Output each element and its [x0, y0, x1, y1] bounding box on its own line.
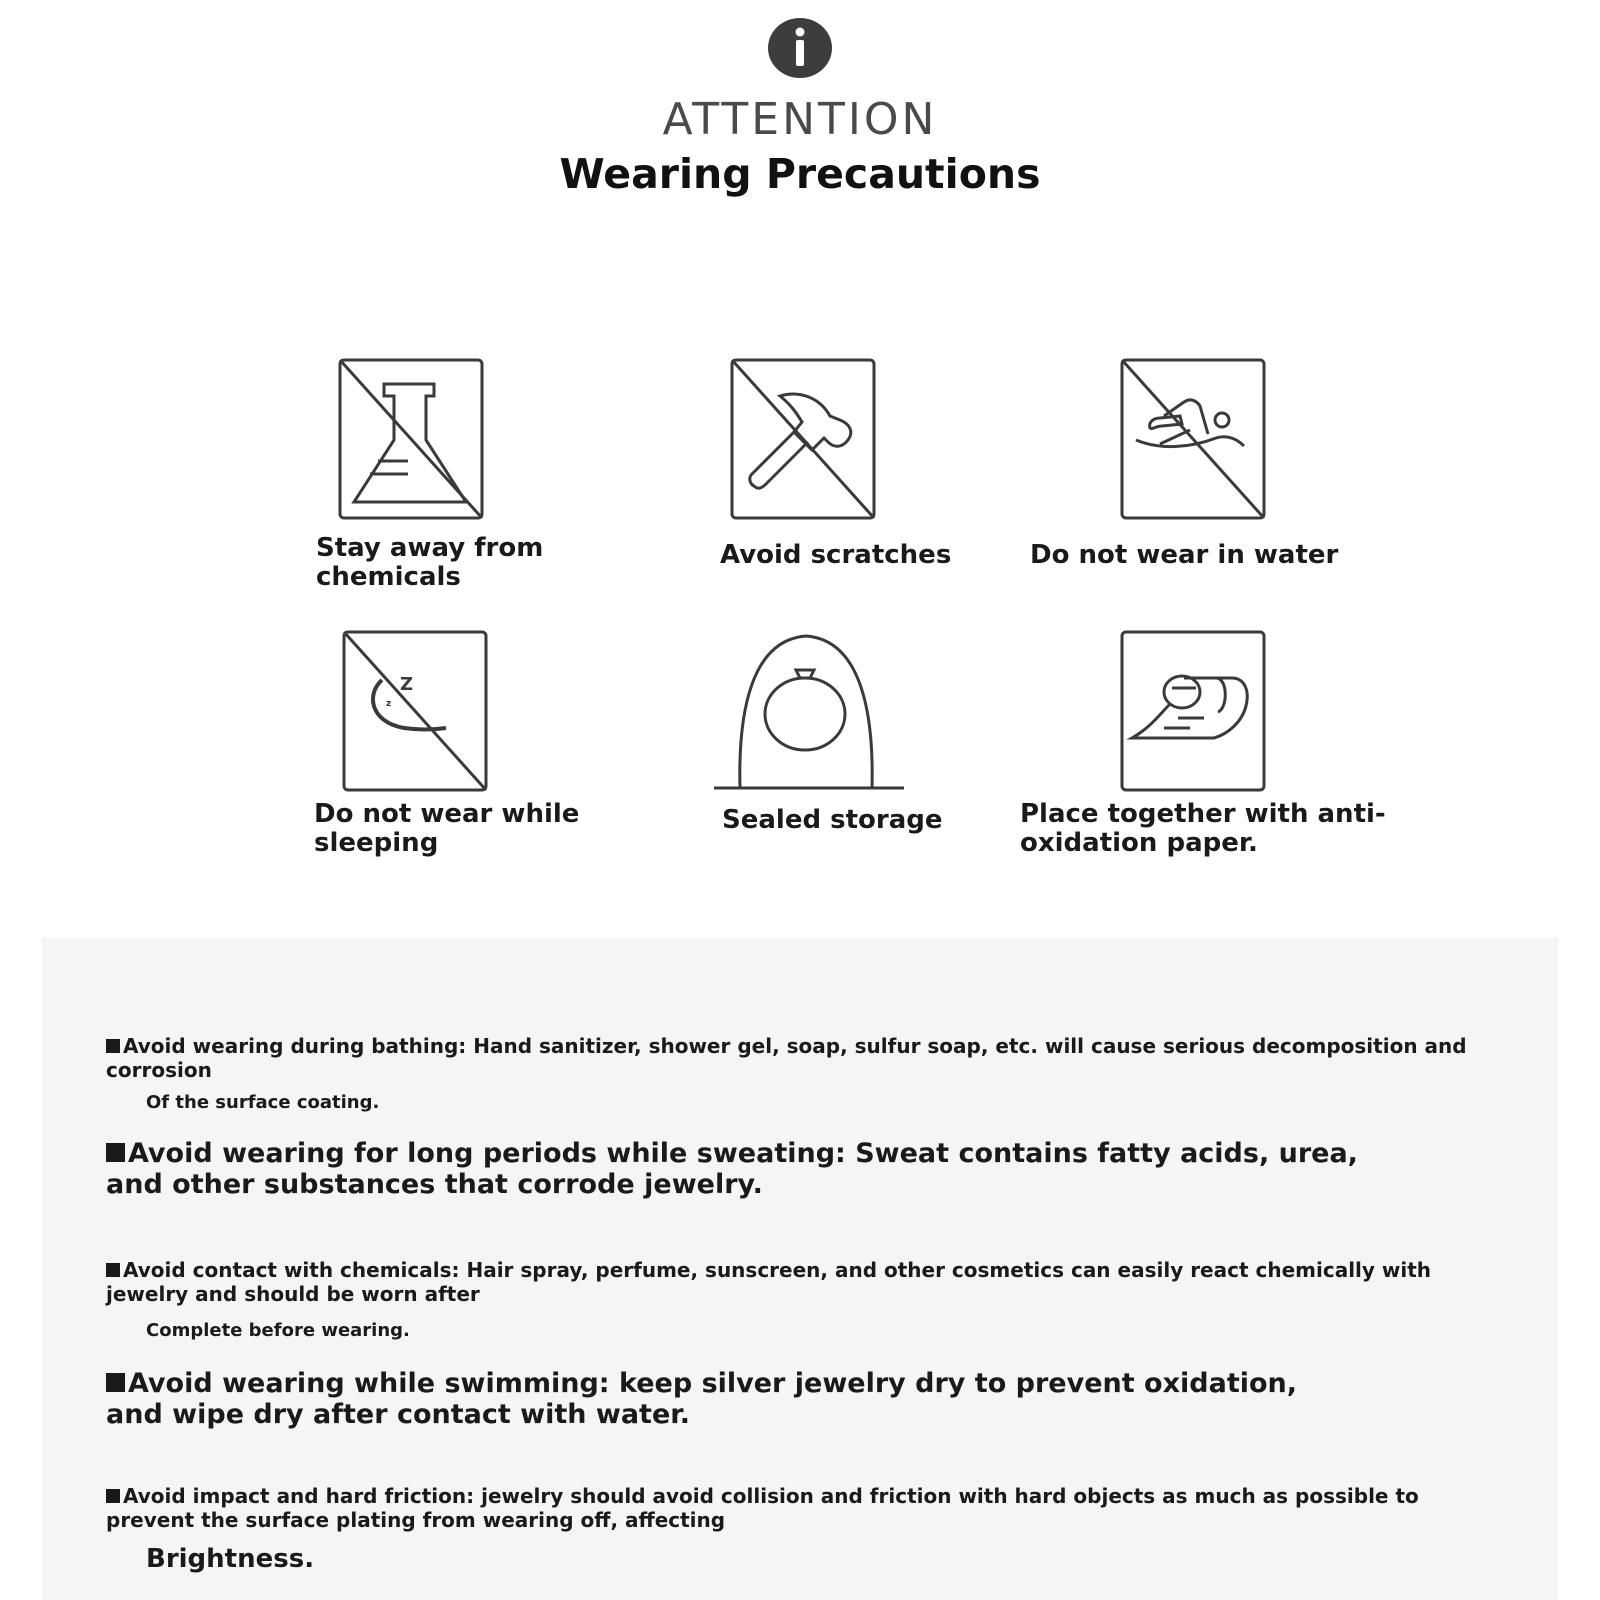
note-chemicals-continuation: Complete before wearing.: [146, 1320, 410, 1341]
bullet-square-icon: [106, 1039, 120, 1053]
note-impact-friction: Avoid impact and hard friction: jewelry should avoid collision and friction with hard objects as much as possible to prevent the surface plating from wearing off, affecting: [106, 1484, 1419, 1532]
svg-text:Z: Z: [400, 674, 414, 695]
bullet-square-icon: [106, 1263, 120, 1277]
attention-heading: ATTENTION: [662, 94, 938, 145]
no-sleeping-moon-icon: [342, 630, 488, 792]
note-bathing-continuation: Of the surface coating.: [146, 1092, 380, 1113]
svg-text:z: z: [386, 699, 392, 709]
label-no-sleeping: Do not wear while sleeping: [314, 799, 580, 858]
bullet-square-icon: [106, 1489, 120, 1503]
label-no-water: Do not wear in water: [1030, 540, 1339, 570]
bullet-square-icon: [106, 1143, 125, 1162]
bullet-square-icon: [106, 1373, 125, 1392]
note-swimming: Avoid wearing while swimming: keep silver jewelry dry to prevent oxidation, and wipe dry after contact with water.: [106, 1368, 1298, 1430]
no-swimming-icon: [1120, 358, 1266, 520]
sealed-storage-ring-icon: [712, 630, 906, 792]
anti-oxidation-paper-icon: [1120, 630, 1266, 792]
label-anti-oxidation-paper: Place together with anti- oxidation paper.: [1020, 799, 1386, 858]
label-stay-away-chemicals: Stay away from chemicals: [316, 533, 544, 592]
note-impact-continuation: Brightness.: [146, 1544, 315, 1574]
label-sealed-storage: Sealed storage: [722, 805, 943, 835]
note-chemicals: Avoid contact with chemicals: Hair spray, perfume, sunscreen, and other cosmetics can easily react chemically with jewelry and should be worn after: [106, 1258, 1432, 1306]
no-hammer-icon: [730, 358, 876, 520]
page-title: Wearing Precautions: [559, 150, 1041, 198]
label-avoid-scratches: Avoid scratches: [720, 540, 952, 570]
note-sweating: Avoid wearing for long periods while sweating: Sweat contains fatty acids, urea, and other substances that corrode jewelry.: [106, 1138, 1358, 1200]
no-chemicals-flask-icon: [338, 358, 484, 520]
note-bathing: Avoid wearing during bathing: Hand sanitizer, shower gel, soap, sulfur soap, etc. will cause serious decomposition and corrosion: [106, 1034, 1467, 1082]
info-icon: [766, 16, 834, 80]
